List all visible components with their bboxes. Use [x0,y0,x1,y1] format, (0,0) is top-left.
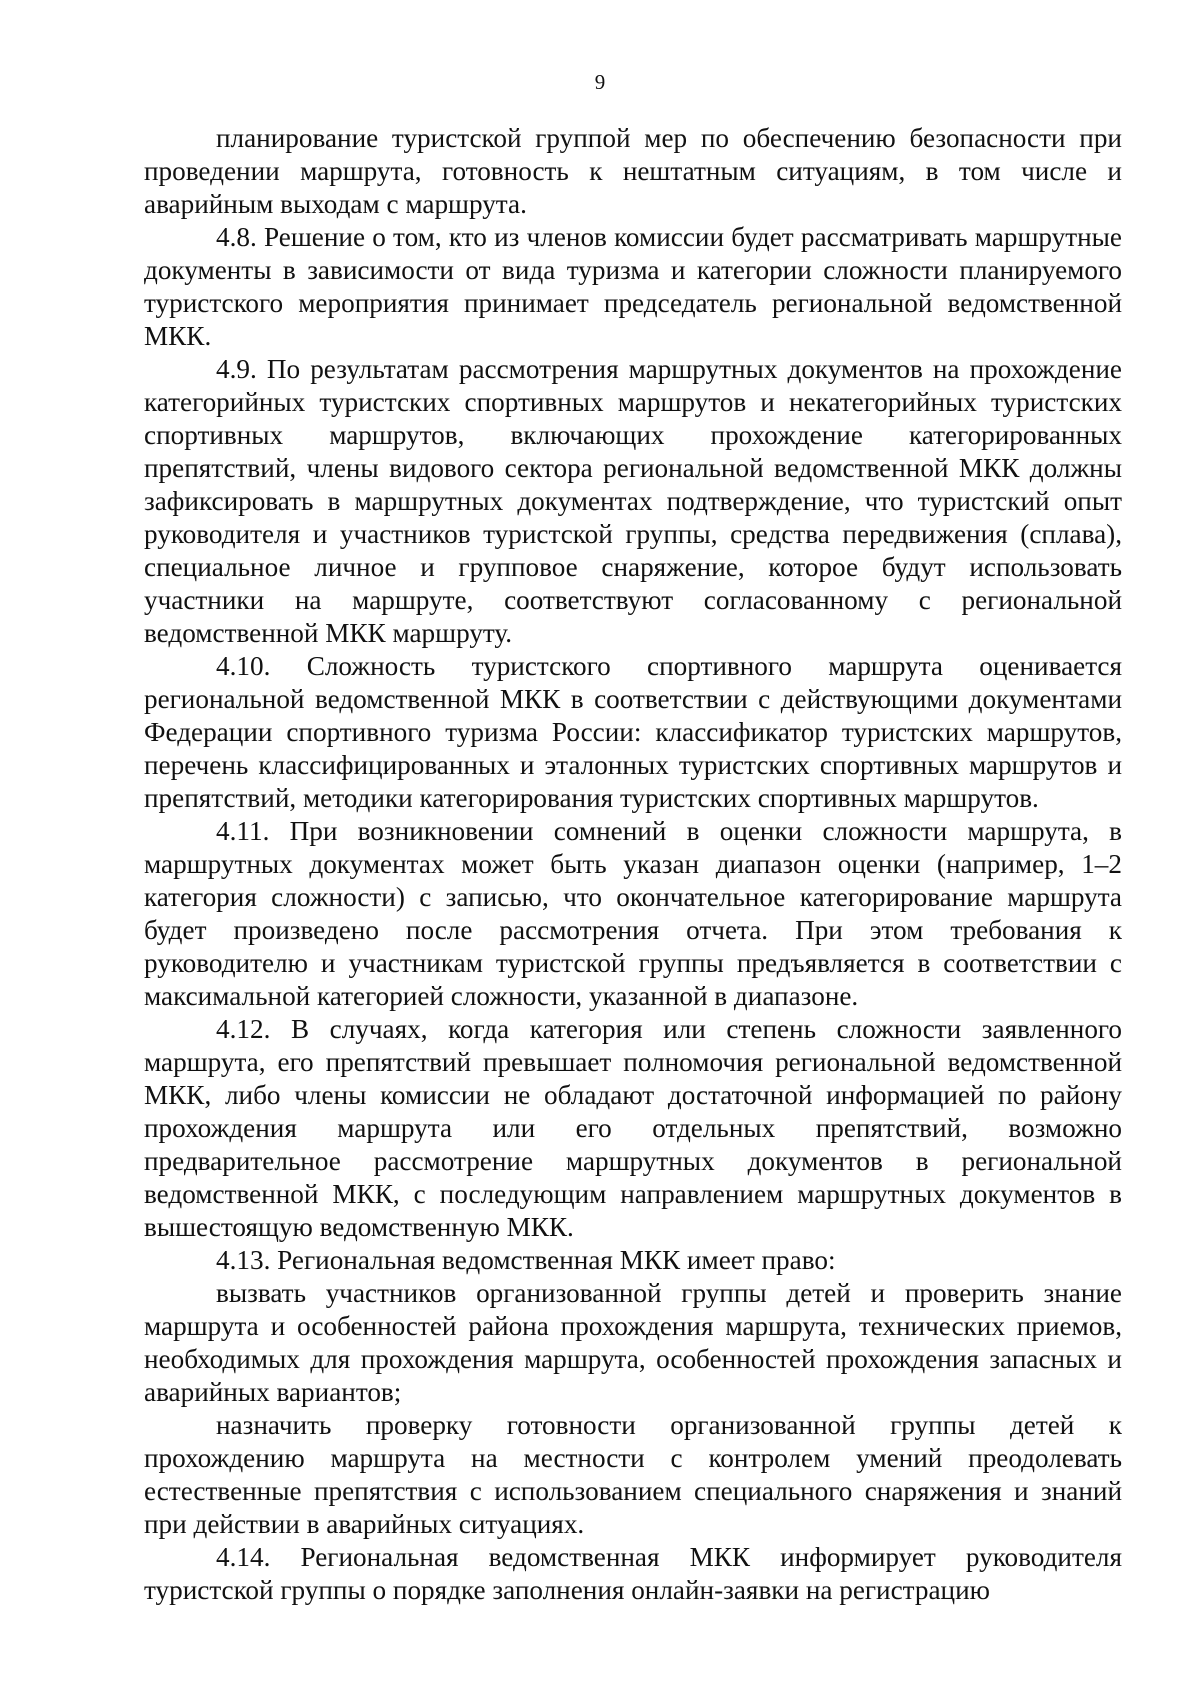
paragraph-4-14: 4.14. Региональная ведомственная МКК информирует руководителя туристской группы о порядке заполнения онлайн-заявки на регистрацию [144,1542,1122,1605]
paragraph-4-13-item-2: назначить проверку готовности организованной группы детей к прохождению маршрута на местности с контролем умений преодолевать естественные препятствия с использованием специального снаряжения и знаний при действии в аварийных ситуациях. [144,1410,1122,1539]
paragraph-4-13-item-1: вызвать участников организованной группы детей и проверить знание маршрута и особенностей района прохождения маршрута, технических приемов, необходимых для прохождения маршрута, особенностей прохождения запасных и аварийных вариантов; [144,1278,1122,1407]
paragraph-4-12: 4.12. В случаях, когда категория или степень сложности заявленного маршрута, его препятствий превышает полномочия региональной ведомственной МКК, либо члены комиссии не обладают достаточной информацией по району прохождения маршрута или его отдельных препятствий, возможно предварительное рассмотрение маршрутных документов в региональной ведомственной МКК, с последующим направлением маршрутных документов в вышестоящую ведомственную МКК. [144,1014,1122,1242]
page-number: 9 [594,70,606,94]
document-body [144,122,1122,1607]
paragraph-4-9: 4.9. По результатам рассмотрения маршрутных документов на прохождение категорийных туристских спортивных маршрутов и некатегорийных туристских спортивных маршрутов, включающих прохождение категорированных препятствий, члены видового сектора региональной ведомственной МКК должны зафиксировать в маршрутных документах подтверждение, что туристский опыт руководителя и участников туристской группы, средства передвижения (сплава), специальное личное и групповое снаряжение, которое будут использовать участники на маршруте, соответствуют согласованному с региональной ведомственной МКК маршруту. [144,354,1122,648]
paragraph-4-10: 4.10. Сложность туристского спортивного маршрута оценивается региональной ведомственной МКК в соответствии с действующими документами Федерации спортивного туризма России: классификатор туристских маршрутов, перечень классифицированных и эталонных туристских спортивных маршрутов и препятствий, методики категорирования туристских спортивных маршрутов. [144,651,1122,813]
paragraph-safety-planning: планирование туристской группой мер по обеспечению безопасности при проведении маршрута, готовность к нештатным ситуациям, в том числе и аварийным выходам с маршрута. [144,123,1122,219]
paragraph-4-8: 4.8. Решение о том, кто из членов комиссии будет рассматривать маршрутные документы в зависимости от вида туризма и категории сложности планируемого туристского мероприятия принимает председатель региональной ведомственной МКК. [144,222,1122,351]
paragraph-4-13: 4.13. Региональная ведомственная МКК имеет право: [216,1245,836,1275]
paragraph-4-11: 4.11. При возникновении сомнений в оценки сложности маршрута, в маршрутных документах может быть указан диапазон оценки (например, 1–2 категория сложности) с записью, что окончательное категорирование маршрута будет произведено после рассмотрения отчета. При этом требования к руководителю и участникам туристской группы предъявляется в соответствии с максимальной категорией сложности, указанной в диапазоне. [144,816,1122,1011]
